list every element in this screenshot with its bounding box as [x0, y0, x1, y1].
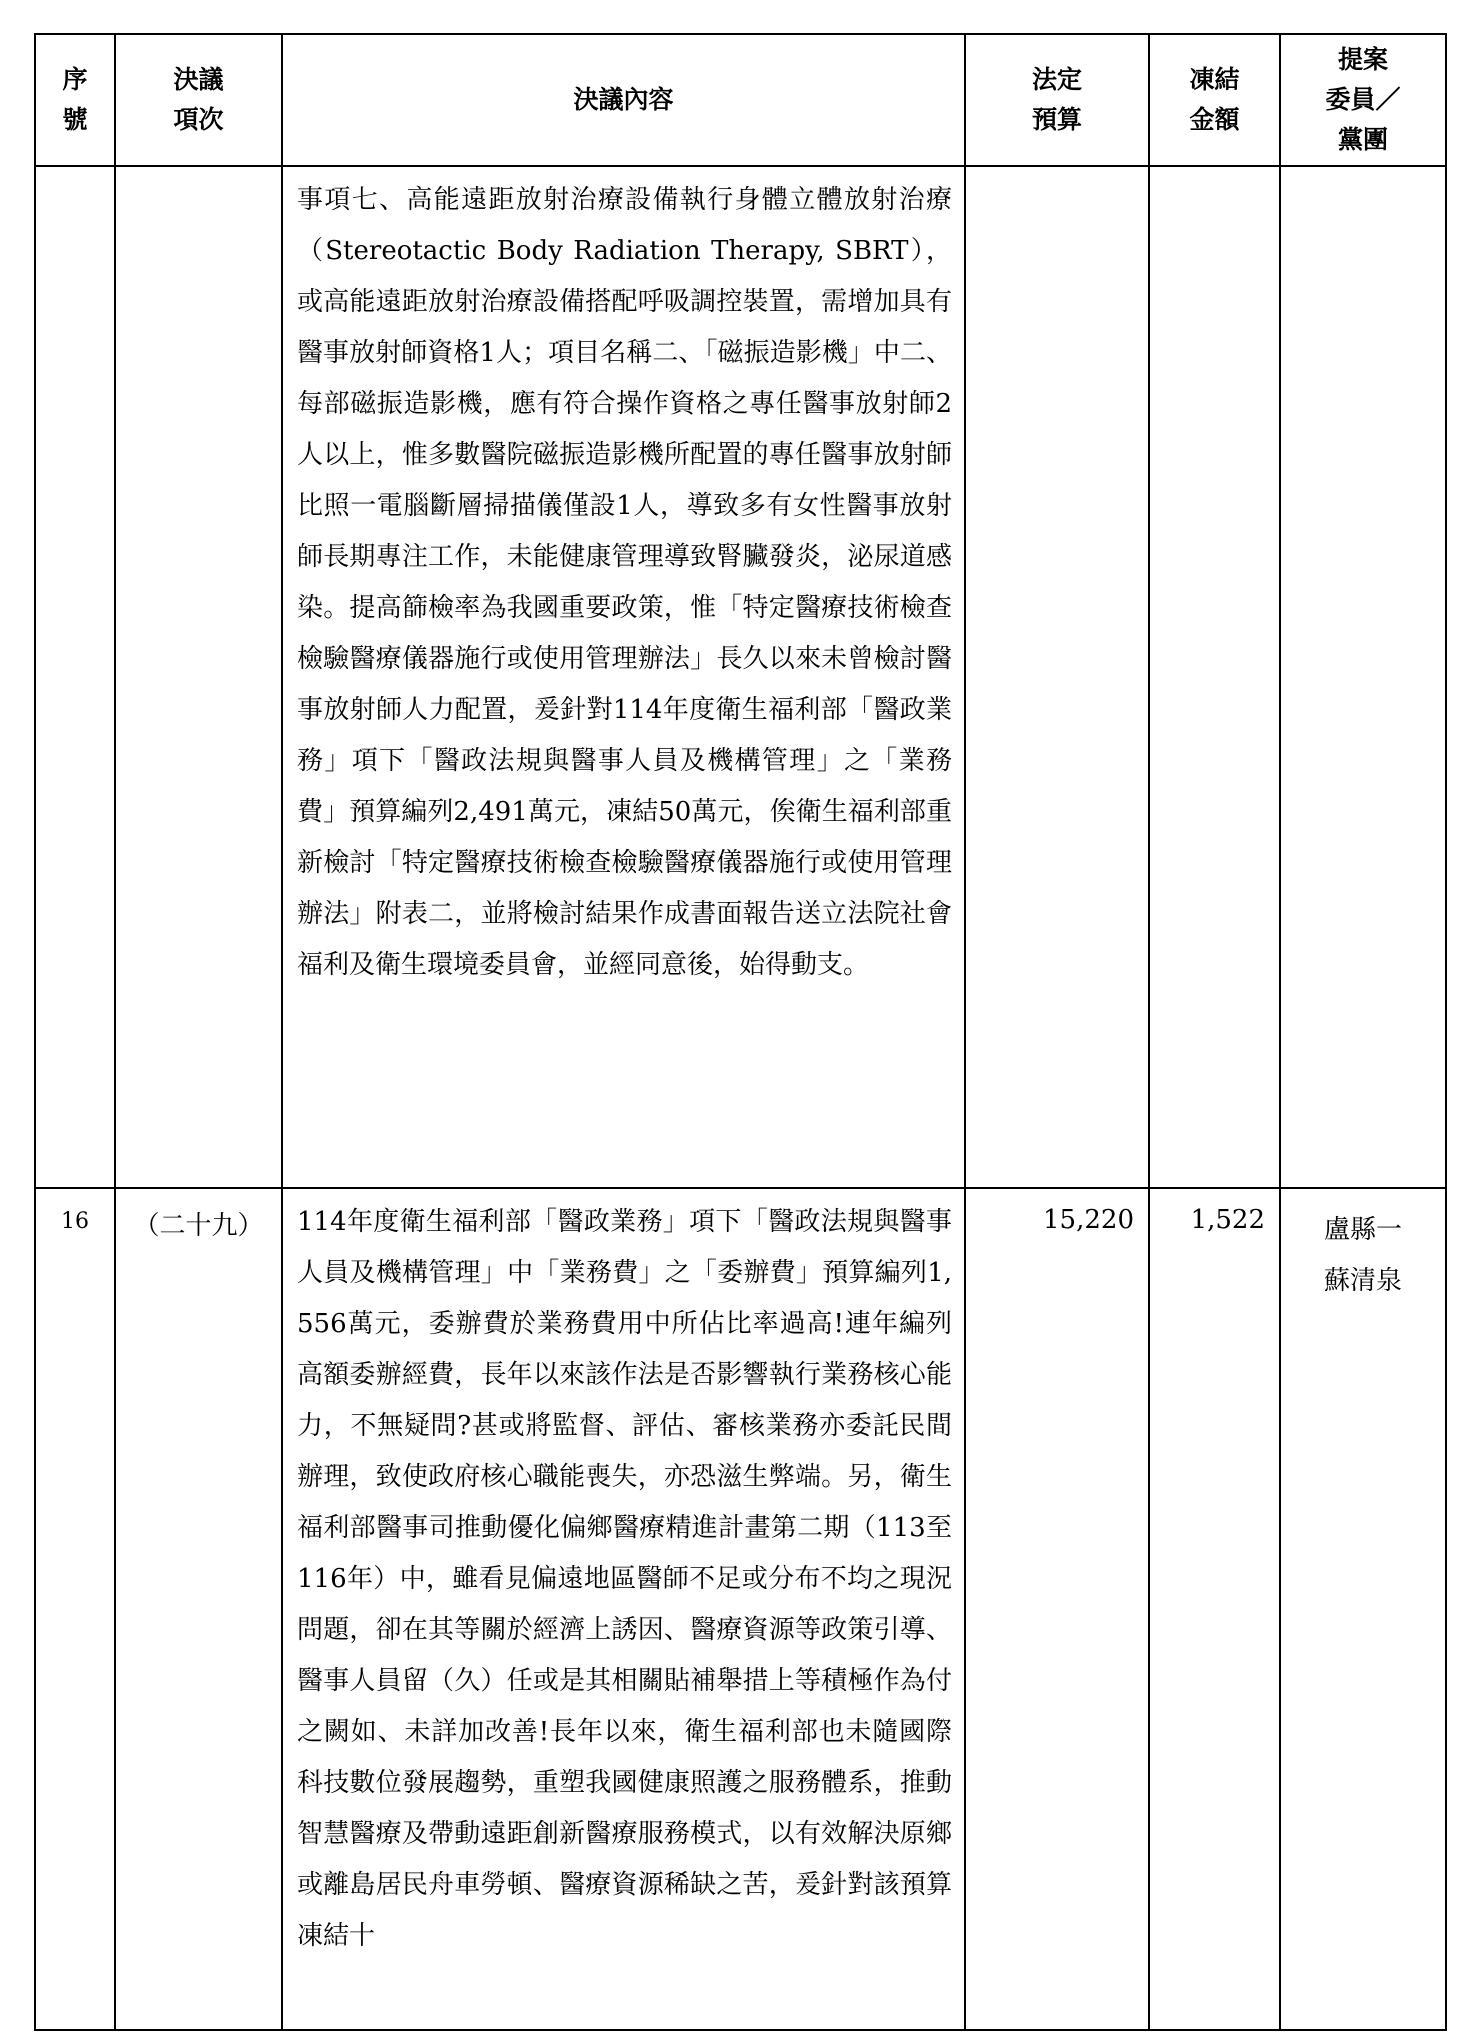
row-budget [965, 166, 1149, 1188]
table-row [35, 1188, 1446, 2030]
row-frozen: 1,522 [1149, 1188, 1280, 2030]
row-proposer [1280, 1188, 1446, 2030]
header-content: 決議內容 [282, 34, 965, 166]
table-row [35, 166, 1446, 1188]
row-content: 114年度衛生福利部「醫政業務」項下「醫政法規與醫事人員及機構管理」中「業務費」之「委辦費」預算編列1,556萬元，委辦費於業務費用中所佔比率過高!連年編列高額委辦經費，長年以來該作法是否影響執行業務核心能力，不無疑問?甚或將監督、評估、審核業務亦委託民間辦理，致使政府核心職能喪失，亦恐滋生弊端。另，衛生福利部醫事司推動優化偏鄉醫療精進計畫第二期（113至116年）中，雖看見偏遠地區醫師不足或分布不均之現況問題，卻在其等關於經濟上誘因、醫療資源等政策引導、醫事人員留（久）任或是其相關貼補舉措上等積極作為付之闕如、未詳加改善!長年以來，衛生福利部也未隨國際科技數位發展趨勢，重塑我國健康照護之服務體系，推動智慧醫療及帶動遠距創新醫療服務模式，以有效解決原鄉或離島居民舟車勞頓、醫療資源稀缺之苦，爰針對該預算凍結十 [297, 1207, 952, 1951]
row-content-cell [282, 1188, 965, 2030]
header-proposer: 提案 委員／ 黨團 [1280, 34, 1446, 166]
header-row [35, 34, 1446, 166]
proposer-name: 蘇清泉 [1323, 1266, 1402, 1296]
header-frozen: 凍結 金額 [1149, 34, 1280, 166]
header-budget: 法定 預算 [965, 34, 1149, 166]
row-seq: 16 [35, 1188, 115, 2030]
row-frozen [1149, 166, 1280, 1188]
proposer-name: 盧縣一 [1323, 1215, 1402, 1245]
row-content: 事項七、高能遠距放射治療設備執行身體立體放射治療（Stereotactic Body Radiation Therapy, SBRT），或高能遠距放射治療設備搭配呼吸調控裝置，需增加具有醫事放射師資格1人；項目名稱二、「磁振造影機」中二、每部磁振造影機，應有符合操作資格之專任醫事放射師2人以上，惟多數醫院磁振造影機所配置的專任醫事放射師比照一電腦斷層掃描儀僅設1人，導致多有女性醫事放射師長期專注工作，未能健康管理導致腎臟發炎，泌尿道感染。提高篩檢率為我國重要政策，惟「特定醫療技術檢查檢驗醫療儀器施行或使用管理辦法」長久以來未曾檢討醫事放射師人力配置，爰針對114年度衛生福利部「醫政業務」項下「醫政法規與醫事人員及機構管理」之「業務費」預算編列2,491萬元，凍結50萬元，俟衛生福利部重新檢討「特定醫療技術檢查檢驗醫療儀器施行或使用管理辦法」附表二，並將檢討結果作成書面報告送立法院社會福利及衛生環境委員會，並經同意後，始得動支。 [297, 185, 952, 980]
header-seq: 序 號 [35, 34, 115, 166]
row-proposer [1280, 166, 1446, 1188]
row-budget: 15,220 [965, 1188, 1149, 2030]
row-seq [35, 166, 115, 1188]
row-item: （二十九） [115, 1188, 282, 2030]
resolution-table [34, 33, 1447, 2031]
row-content-cell [282, 166, 965, 1188]
row-item [115, 166, 282, 1188]
header-item: 決議 項次 [115, 34, 282, 166]
